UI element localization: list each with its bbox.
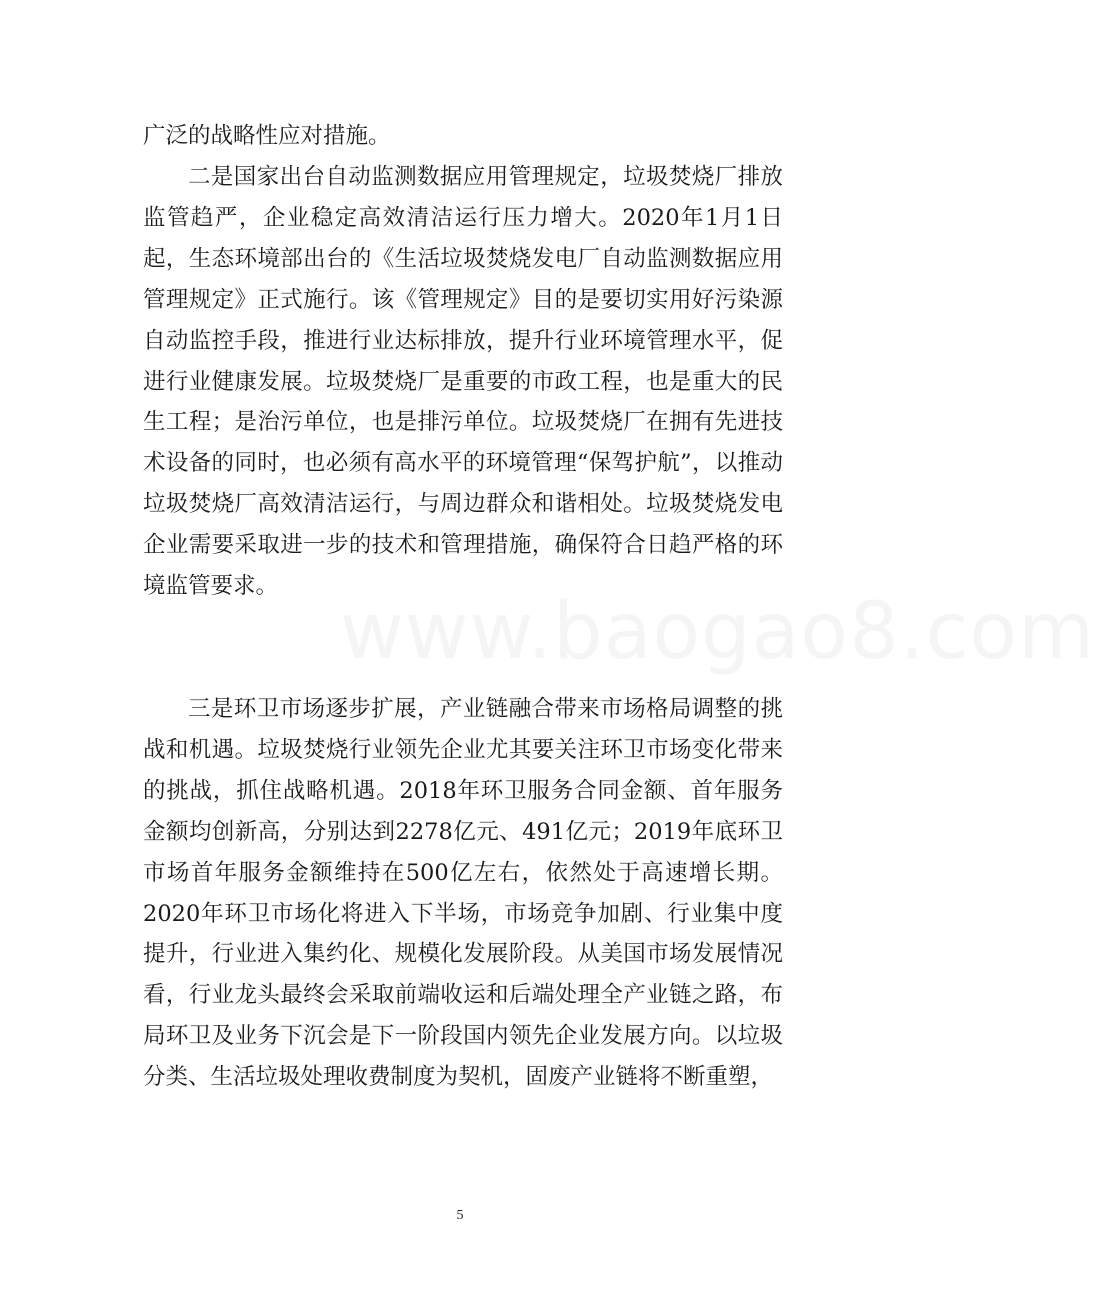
page-number: 5	[456, 1208, 464, 1223]
paragraph-monitoring-regulation	[143, 157, 783, 607]
watermark: www.baogao8.com	[340, 587, 1095, 677]
paragraph-continuation	[143, 116, 783, 157]
paragraph-3-text: 三是环卫市场逐步扩展，产业链融合带来市场格局调整的挑战和机遇。垃圾焚烧行业领先企业尤其要关注环卫市场变化带来的挑战，抓住战略机遇。2018年环卫服务合同金额、首年服务金额均创新高，分别达到2278亿元、491亿元；2019年底环卫市场首年服务金额维持在500亿左右，依然处于高速增长期。2020年环卫市场化将进入下半场，市场竞争加剧、行业集中度提升，行业进入集约化、规模化发展阶段。从美国市场发展情况看，行业龙头最终会采取前端收运和后端处理全产业链之路，布局环卫及业务下沉会是下一阶段国内领先企业发展方向。以垃圾分类、生活垃圾处理收费制度为契机，固废产业链将不断重塑，	[143, 696, 783, 1091]
paragraph-sanitation-market	[143, 689, 783, 1098]
paragraph-1-text: 广泛的战略性应对措施。	[143, 123, 391, 149]
paragraph-2-text: 二是国家出台自动监测数据应用管理规定，垃圾焚烧厂排放监管趋严，企业稳定高效清洁运行压力增大。2020年1月1日起，生态环境部出台的《生活垃圾焚烧发电厂自动监测数据应用管理规定》正式施行。该《管理规定》目的是要切实用好污染源自动监控手段，推进行业达标排放，提升行业环境管理水平，促进行业健康发展。垃圾焚烧厂是重要的市政工程，也是重大的民生工程；是治污单位，也是排污单位。垃圾焚烧厂在拥有先进技术设备的同时，也必须有高水平的环境管理“保驾护航”，以推动垃圾焚烧厂高效清洁运行，与周边群众和谐相处。垃圾焚烧发电企业需要采取进一步的技术和管理措施，确保符合日趋严格的环境监管要求。	[143, 164, 783, 600]
